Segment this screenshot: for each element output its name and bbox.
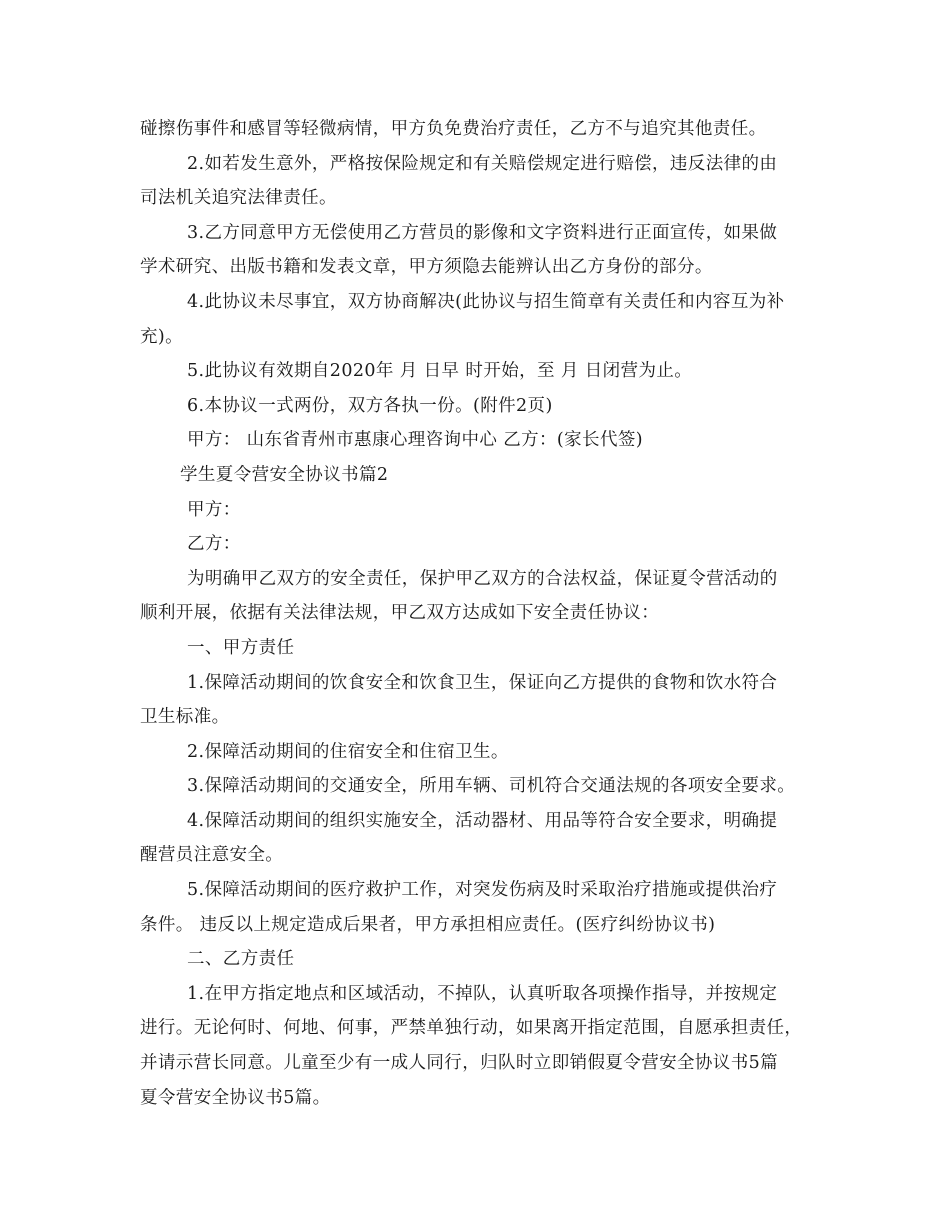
body-line: 司法机关追究法律责任。 (140, 188, 337, 209)
body-line: 6.本协议一式两份，双方各执一份。(附件2页) (187, 395, 553, 416)
subsection-heading: 一、甲方责任 (187, 637, 295, 658)
body-line: 进行。无论何时、何地、何事，严禁单独行动，如果离开指定范围，自愿承担责任， (140, 1018, 803, 1039)
body-line: 学术研究、出版书籍和发表文章，甲方须隐去能辨认出乙方身份的部分。 (140, 257, 713, 278)
section-title: 学生夏令营安全协议书篇2 (180, 464, 389, 485)
party-a-line: 甲方： (187, 499, 241, 520)
body-line: 卫生标准。 (140, 707, 230, 728)
body-line: 1.在甲方指定地点和区域活动，不掉队，认真听取各项操作指导，并按规定 (187, 983, 778, 1004)
body-line: 顺利开展，依据有关法律法规，甲乙双方达成如下安全责任协议： (140, 603, 660, 624)
body-line: 条件。 违反以上规定造成后果者，甲方承担相应责任。(医疗纠纷协议书) (140, 914, 716, 935)
body-line: 夏令营安全协议书5篇。 (140, 1087, 331, 1108)
body-line: 4.此协议未尽事宜，双方协商解决(此协议与招生简章有关责任和内容互为补 (187, 291, 785, 312)
body-line: 5.此协议有效期自2020年 月 日早 时开始，至 月 日闭营为止。 (187, 361, 693, 382)
body-line: 2.保障活动期间的住宿安全和住宿卫生。 (187, 741, 509, 762)
body-line: 醒营员注意安全。 (140, 845, 284, 866)
body-line: 3.乙方同意甲方无偿使用乙方营员的影像和文字资料进行正面宣传，如果做 (187, 222, 778, 243)
body-line: 1.保障活动期间的饮食安全和饮食卫生，保证向乙方提供的食物和饮水符合 (187, 672, 778, 693)
subsection-heading: 二、乙方责任 (187, 949, 295, 970)
body-line: 充)。 (140, 326, 184, 347)
body-line: 4.保障活动期间的组织实施安全，活动器材、用品等符合安全要求，明确提 (187, 810, 778, 831)
party-b-line: 乙方： (187, 534, 241, 555)
body-line: 碰擦伤事件和感冒等轻微病情，甲方负免费治疗责任，乙方不与追究其他责任。 (140, 119, 767, 139)
document-body (140, 112, 820, 1115)
body-line: 并请示营长同意。儿童至少有一成人同行，归队时立即销假夏令营安全协议书5篇 (140, 1053, 779, 1074)
body-line: 5.保障活动期间的医疗救护工作，对突发伤病及时采取治疗措施或提供治疗 (187, 880, 778, 901)
body-line: 为明确甲乙双方的安全责任，保护甲乙双方的合法权益，保证夏令营活动的 (187, 568, 778, 589)
signature-line: 甲方： 山东省青州市惠康心理咨询中心 乙方：(家长代签) (187, 430, 643, 451)
body-line: 2.如若发生意外，严格按保险规定和有关赔偿规定进行赔偿，违反法律的由 (187, 153, 778, 174)
body-line: 3.保障活动期间的交通安全，所用车辆、司机符合交通法规的各项安全要求。 (187, 776, 796, 797)
